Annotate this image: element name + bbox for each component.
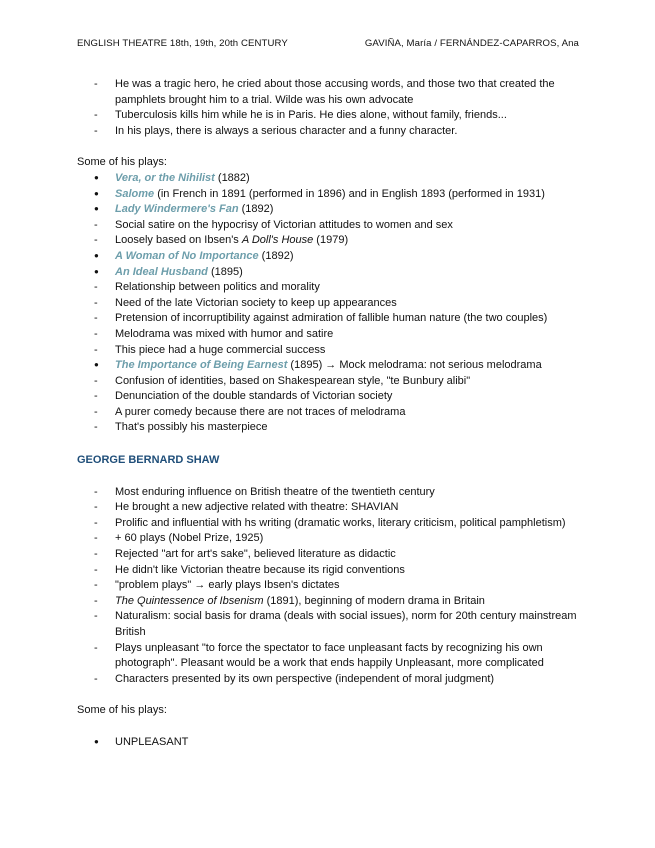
- dash-marker: [94, 218, 108, 234]
- play-item-vera: ● Vera, or the Nihilist (1882): [77, 171, 582, 187]
- list-item: - Pretension of incorruptibility against admiration of fallible human nature (the two couples): [77, 311, 582, 327]
- list-item: - Naturalism: social basis for drama (deals with social issues), norm for 20th century mainstream British: [77, 609, 582, 640]
- dolls-house-title: A Doll's House: [241, 234, 314, 247]
- wilde-plays-list: [77, 171, 582, 436]
- dash-marker: [94, 594, 108, 610]
- list-item: - He was a tragic hero, he cried about those accusing words, and those two that created the pamphlets brought him to a trial. Wilde was his own advocate: [77, 77, 582, 108]
- list-item: - A purer comedy because there are not traces of melodrama: [77, 405, 582, 421]
- bullet-marker: [94, 171, 108, 187]
- document-body: [77, 77, 582, 751]
- header-course-title: ENGLISH THEATRE 18th, 19th, 20th CENTURY: [77, 38, 288, 49]
- list-item: - "problem plays" → early plays Ibsen's dictates: [77, 578, 582, 594]
- dash-marker: [94, 77, 108, 93]
- dash-marker: [94, 327, 108, 343]
- list-item: - Rejected "art for art's sake", believed literature as didactic: [77, 547, 582, 563]
- play-title: A Woman of No Importance: [115, 249, 259, 262]
- play-title: Vera, or the Nihilist: [115, 171, 215, 184]
- list-item: - Confusion of identities, based on Shakespearean style, "te Bunbury alibi": [77, 374, 582, 390]
- wilde-bio-list: [77, 77, 582, 139]
- list-item: - Prolific and influential with hs writing (dramatic works, literary criticism, political pamphletism): [77, 516, 582, 532]
- dash-marker: [94, 233, 108, 249]
- dash-marker: [94, 485, 108, 501]
- shaw-some-plays-label: Some of his plays:: [77, 704, 167, 717]
- list-item: - This piece had a huge commercial success: [77, 343, 582, 359]
- bullet-marker: [94, 249, 108, 265]
- list-item: - Melodrama was mixed with humor and satire: [77, 327, 582, 343]
- dash-marker: [94, 311, 108, 327]
- quintessence-title: The Quintessence of Ibsenism: [115, 594, 264, 607]
- list-item: - Most enduring influence on British theatre of the twentieth century: [77, 485, 582, 501]
- play-title: The Importance of Being Earnest: [115, 359, 288, 372]
- list-item: - He brought a new adjective related with theatre: SHAVIAN: [77, 500, 582, 516]
- play-item-salome: ● Salome (in French in 1891 (performed in 1896) and in English 1893 (performed in 1931): [77, 187, 582, 203]
- bullet-marker: [94, 202, 108, 218]
- list-item: - Plays unpleasant "to force the spectator to face unpleasant facts by recognizing his own photograph". Pleasant would be a work that ends happily Unpleasant, more complicated: [77, 641, 582, 672]
- list-item: - That's possibly his masterpiece: [77, 420, 582, 436]
- header-authors: GAVIÑA, María / FERNÁNDEZ-CAPARROS, Ana: [364, 38, 579, 49]
- dash-marker: [94, 672, 108, 688]
- dash-marker: [94, 531, 108, 547]
- dash-marker: [94, 280, 108, 296]
- dash-marker: [94, 296, 108, 312]
- list-item: - Characters presented by its own perspective (independent of moral judgment): [77, 672, 582, 688]
- list-item: - Denunciation of the double standards of Victorian society: [77, 389, 582, 405]
- list-item: - Need of the late Victorian society to keep up appearances: [77, 296, 582, 312]
- dash-marker: [94, 641, 108, 657]
- list-item: - + 60 plays (Nobel Prize, 1925): [77, 531, 582, 547]
- list-item: - The Quintessence of Ibsenism (1891), beginning of modern drama in Britain: [77, 594, 582, 610]
- shaw-heading: GEORGE BERNARD SHAW: [77, 454, 220, 467]
- dash-marker: [94, 609, 108, 625]
- play-item-earnest: ● The Importance of Being Earnest (1895) → Mock melodrama: not serious melodrama: [77, 358, 582, 374]
- dash-marker: [94, 389, 108, 405]
- shaw-facts-list: [77, 485, 582, 688]
- dash-marker: [94, 547, 108, 563]
- dash-marker: [94, 343, 108, 359]
- page-header: [77, 38, 579, 49]
- dash-marker: [94, 108, 108, 124]
- play-item-ideal-husband: ● An Ideal Husband (1895): [77, 265, 582, 281]
- some-plays-label: Some of his plays:: [77, 156, 167, 169]
- bullet-marker: [94, 187, 108, 203]
- play-title: An Ideal Husband: [115, 265, 208, 278]
- bullet-marker: [94, 735, 108, 751]
- dash-marker: [94, 563, 108, 579]
- play-title: Salome: [115, 187, 155, 200]
- list-item: - In his plays, there is always a serious character and a funny character.: [77, 124, 582, 140]
- dash-marker: [94, 405, 108, 421]
- dash-marker: [94, 578, 108, 594]
- play-title: Lady Windermere's Fan: [115, 203, 239, 216]
- dash-marker: [94, 420, 108, 436]
- dash-marker: [94, 516, 108, 532]
- list-item: - Social satire on the hypocrisy of Victorian attitudes to women and sex: [77, 218, 582, 234]
- bullet-marker: [94, 265, 108, 281]
- dash-marker: [94, 124, 108, 140]
- shaw-plays-list: [77, 735, 582, 751]
- dash-marker: [94, 500, 108, 516]
- play-item-lady-windermere: ● Lady Windermere's Fan (1892): [77, 202, 582, 218]
- dash-marker: [94, 374, 108, 390]
- list-item: - Loosely based on Ibsen's A Doll's House (1979): [77, 233, 582, 249]
- list-item: - Tuberculosis kills him while he is in Paris. He dies alone, without family, friends...: [77, 108, 582, 124]
- list-item: - He didn't like Victorian theatre because its rigid conventions: [77, 563, 582, 579]
- play-item-woman: ● A Woman of No Importance (1892): [77, 249, 582, 265]
- play-category-unpleasant: ● UNPLEASANT: [77, 735, 582, 751]
- bullet-marker: [94, 358, 108, 374]
- list-item: - Relationship between politics and morality: [77, 280, 582, 296]
